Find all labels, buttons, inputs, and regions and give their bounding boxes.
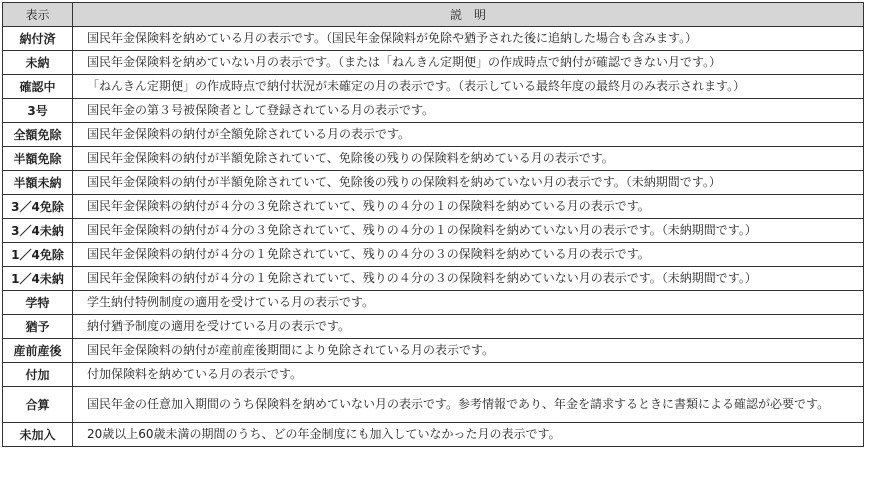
status-label: 付加: [3, 363, 73, 387]
status-label: 未加入: [3, 423, 73, 447]
status-label: 半額免除: [3, 147, 73, 171]
status-description: 国民年金保険料の納付が４分の１免除されていて、残りの４分の３の保険料を納めていない月の表示です。（未納期間です。）: [73, 267, 864, 291]
status-description: 納付猶予制度の適用を受けている月の表示です。: [73, 315, 864, 339]
status-description: 国民年金保険料の納付が産前産後期間により免除されている月の表示です。: [73, 339, 864, 363]
table-row: [3, 339, 864, 363]
status-label: 3／4免除: [3, 195, 73, 219]
status-description: 国民年金保険料の納付が４分の３免除されていて、残りの４分の１の保険料を納めていない月の表示です。（未納期間です。）: [73, 219, 864, 243]
status-description: 国民年金の第３号被保険者として登録されている月の表示です。: [73, 99, 864, 123]
status-description: 学生納付特例制度の適用を受けている月の表示です。: [73, 291, 864, 315]
table-row: [3, 195, 864, 219]
status-label: 1／4免除: [3, 243, 73, 267]
status-label: 猶予: [3, 315, 73, 339]
table-row: [3, 147, 864, 171]
status-label: 1／4未納: [3, 267, 73, 291]
table-row: [3, 51, 864, 75]
status-label: 確認中: [3, 75, 73, 99]
status-description: 国民年金保険料の納付が全額免除されている月の表示です。: [73, 123, 864, 147]
status-description: 国民年金保険料を納めていない月の表示です。（または「ねんきん定期便」の作成時点で納付が確認できない月です。）: [73, 51, 864, 75]
table-row: [3, 75, 864, 99]
status-legend-table: [2, 2, 864, 447]
table-row: [3, 267, 864, 291]
table-row: [3, 363, 864, 387]
status-label: 産前産後: [3, 339, 73, 363]
table-row: [3, 123, 864, 147]
table-row: [3, 219, 864, 243]
table-row: [3, 423, 864, 447]
table-row: [3, 171, 864, 195]
table-row: [3, 27, 864, 51]
status-description: 付加保険料を納めている月の表示です。: [73, 363, 864, 387]
table-row: [3, 291, 864, 315]
header-display: 表示: [3, 3, 73, 27]
status-label: 合算: [3, 387, 73, 423]
status-label: 納付済: [3, 27, 73, 51]
table-row: [3, 387, 864, 423]
status-description: 国民年金保険料の納付が半額免除されていて、免除後の残りの保険料を納めている月の表示です。: [73, 147, 864, 171]
table-row: [3, 315, 864, 339]
table-row: [3, 99, 864, 123]
status-label: 全額免除: [3, 123, 73, 147]
status-description: 国民年金保険料の納付が４分の３免除されていて、残りの４分の１の保険料を納めている月の表示です。: [73, 195, 864, 219]
status-label: 3／4未納: [3, 219, 73, 243]
status-description: 国民年金の任意加入期間のうち保険料を納めていない月の表示です。参考情報であり、年金を請求するときに書類による確認が必要です。: [73, 387, 864, 423]
status-label: 半額未納: [3, 171, 73, 195]
status-description: 国民年金保険料の納付が半額免除されていて、免除後の残りの保険料を納めていない月の表示です。（未納期間です。）: [73, 171, 864, 195]
status-description: 国民年金保険料を納めている月の表示です。（国民年金保険料が免除や猶予された後に追納した場合も含みます。）: [73, 27, 864, 51]
status-label: 未納: [3, 51, 73, 75]
status-description: 国民年金保険料の納付が４分の１免除されていて、残りの４分の３の保険料を納めている月の表示です。: [73, 243, 864, 267]
header-row: [3, 3, 864, 27]
status-description: 「ねんきん定期便」の作成時点で納付状況が未確定の月の表示です。（表示している最終年度の最終月のみ表示されます。）: [73, 75, 864, 99]
status-label: 学特: [3, 291, 73, 315]
status-label: 3号: [3, 99, 73, 123]
status-description: 20歳以上60歳未満の期間のうち、どの年金制度にも加入していなかった月の表示です。: [73, 423, 864, 447]
table-row: [3, 243, 864, 267]
header-description: 説 明: [73, 3, 864, 27]
